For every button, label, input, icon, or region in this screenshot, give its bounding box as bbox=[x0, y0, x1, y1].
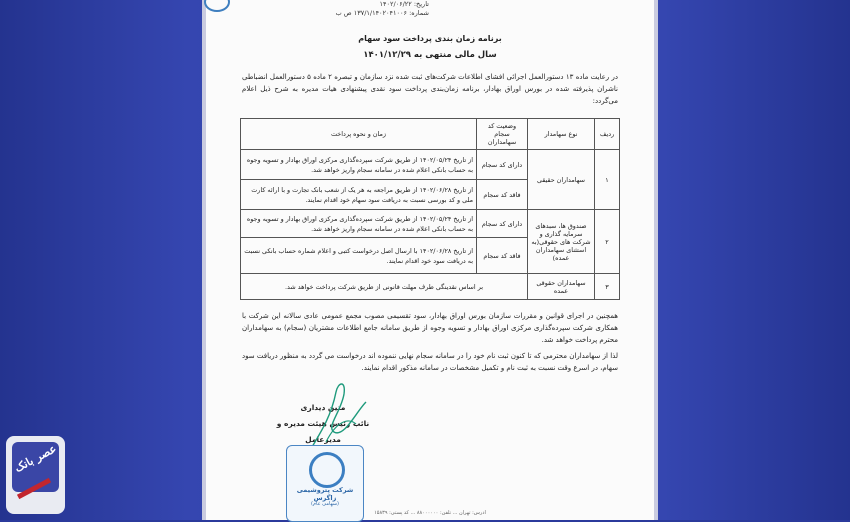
row-status: دارای کد سجام bbox=[477, 210, 528, 238]
row-status: فاقد کد سجام bbox=[477, 238, 528, 274]
header-sejam-status: وضعیت کد سجام سهامداران bbox=[477, 119, 528, 150]
table-row bbox=[241, 210, 620, 238]
document-page bbox=[206, 0, 654, 520]
document-title: برنامه زمان بندی پرداخت سود سهام bbox=[358, 34, 502, 43]
document-subtitle: سال مالی منتهی به ۱۴۰۱/۱۲/۲۹ bbox=[363, 50, 497, 60]
signer-role: نائب رئیس هیئت مدیره و مدیرعامل bbox=[276, 419, 370, 444]
row-type: صندوق ها، سبدهای سرمایه گذاری و شرکت های حقوقی(به استثنای سهامداران عمده) bbox=[528, 210, 595, 274]
table-row bbox=[241, 150, 620, 180]
stamp-company-type: (سهامی عام) bbox=[311, 501, 339, 507]
letter-date: تاریخ: ۱۴۰۲/۰۶/۲۲ bbox=[379, 0, 429, 8]
row-index: ۱ bbox=[595, 150, 620, 210]
row-status: فاقد کد سجام bbox=[477, 180, 528, 210]
row-type: سهامداران حقیقی bbox=[528, 150, 595, 210]
table-row bbox=[241, 274, 620, 300]
row-time: از تاریخ ۱۴۰۲/۰۶/۲۸ از طریق مراجعه به هر یک از شعب بانک تجارت و با ارائه کارت ملی و کد بورسی نسبت به دریافت سود سهام خود اقدام نمایند. bbox=[241, 180, 477, 210]
sejam-request-paragraph: لذا از سهامداران محترمی که تا کنون ثبت نام خود را در سامانه سجام نهایی ننموده اند درخواست می گردد به منظور دریافت سود سهام، در اسرع وقت نسبت به ثبت نام و تکمیل مشخصات در سامانه مذکور اقدام نمایند. bbox=[242, 352, 618, 372]
header-shareholder-type: نوع سهامدار bbox=[528, 119, 595, 150]
stamp-logo-icon bbox=[309, 452, 345, 488]
row-index: ۳ bbox=[595, 274, 620, 300]
row-time: از تاریخ ۱۴۰۲/۰۶/۲۸ با ارسال اصل درخواست کتبی و اعلام شماره حساب بانکی نسبت به دریافت سود خود اقدام نمایند. bbox=[241, 238, 477, 274]
stamp-company-name: شرکت پتروشیمی زاگرس bbox=[296, 486, 354, 502]
signer-name: متین دیداری bbox=[300, 403, 346, 412]
payment-schedule-table bbox=[240, 118, 620, 300]
brand-logo-text: عصر بانک bbox=[12, 442, 59, 475]
letter-header bbox=[336, 0, 429, 18]
header-index: ردیف bbox=[595, 119, 620, 150]
table-header-row bbox=[241, 119, 620, 150]
letter-number: شماره: ۱۳۷/۱/۱۴۰۲۰۴۱۰۰۶ ص ب bbox=[335, 9, 429, 17]
row-time: از تاریخ ۱۴۰۲/۰۵/۲۴ از طریق شرکت سپرده‌گذاری مرکزی اوراق بهادار و تسویه وجوه به حساب بانکی اعلام شده در سامانه سجام واریز خواهد شد. bbox=[241, 150, 477, 180]
row-time: بر اساس نقدینگی طرف مهلت قانونی از طریق شرکت پرداخت خواهد شد. bbox=[241, 274, 528, 300]
intro-paragraph: در رعایت ماده ۱۳ دستورالعمل اجرائی افشای اطلاعات شرکت‌های ثبت شده نزد سازمان و تبصره ۲ ماده ۵ دستورالعمل انضباطی ناشران پذیرفته شده در بورس اوراق بهادار، برنامه زمان‌بندی پرداخت سود نقدی پیشنهادی هیات مدیره به شرح ذیل اعلام می‌گردد: bbox=[242, 73, 618, 105]
row-time: از تاریخ ۱۴۰۲/۰۵/۲۴ از طریق شرکت سپرده‌گذاری مرکزی اوراق بهادار و تسویه وجوه به حساب بانکی اعلام شده در سامانه سجام واریز خواهد شد. bbox=[241, 210, 477, 238]
row-status: دارای کد سجام bbox=[477, 150, 528, 180]
row-index: ۲ bbox=[595, 210, 620, 274]
brand-logo bbox=[6, 436, 65, 514]
letter-footer: آدرس: تهران ... تلفن: ۸۸۰۰۰۰۰۰ ... کد پستی: ۱۵۸۳۹ bbox=[374, 510, 486, 516]
payment-note-paragraph: همچنین در اجرای قوانین و مقررات سازمان بورس اوراق بهادار، سود تقسیمی مصوب مجمع عمومی عادی سالانه این شرکت با همکاری شرکت سپرده‌گذاری مرکزی اوراق بهادار و تسویه وجوه از طریق سامانه جامع اطلاعات مشتریان (سجام) به سهامداران محترم پرداخت خواهد شد. bbox=[242, 312, 618, 344]
company-logo-icon bbox=[204, 0, 230, 12]
header-payment-time: زمان و نحوه پرداخت bbox=[241, 119, 477, 150]
row-type: سهامداران حقوقی عمده bbox=[528, 274, 595, 300]
